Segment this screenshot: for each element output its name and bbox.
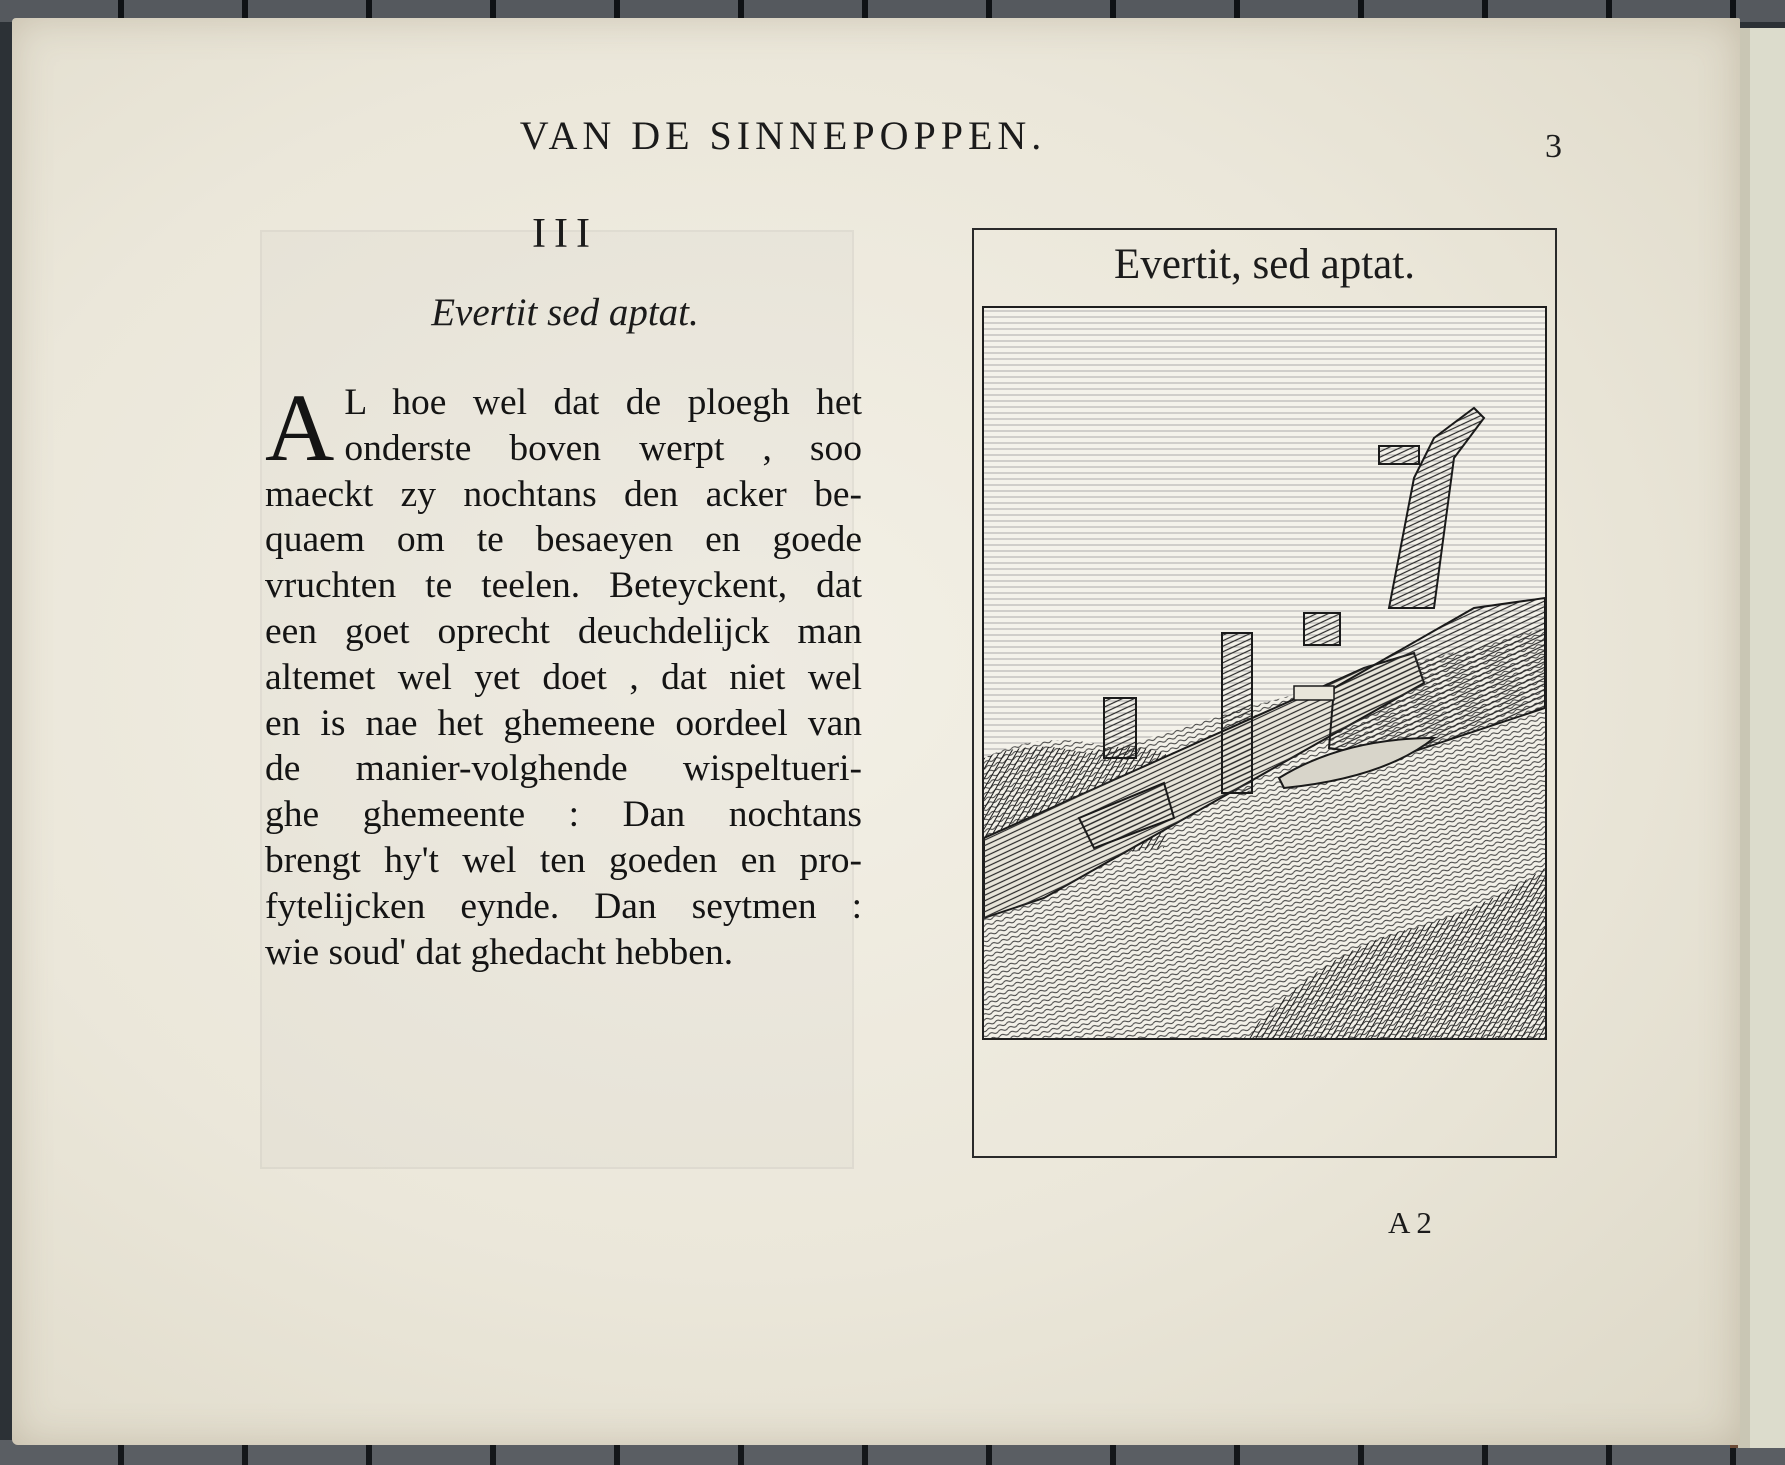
commentary-line: quaem om te besaeyen en goede bbox=[265, 519, 862, 561]
drop-cap: A bbox=[265, 374, 335, 481]
commentary-line: maeckt zy nochtans den acker be- bbox=[265, 473, 862, 515]
page-number: 3 bbox=[1545, 128, 1562, 165]
emblem-numeral: III bbox=[532, 211, 598, 257]
emblem-motto-left: Evertit sed aptat. bbox=[431, 291, 699, 334]
beam-wedge bbox=[1104, 698, 1136, 758]
commentary-lines bbox=[265, 374, 862, 975]
beam-post bbox=[1222, 633, 1252, 793]
running-title: VAN DE SINNEPOPPEN. bbox=[519, 113, 1047, 158]
beam-block bbox=[1304, 613, 1340, 645]
commentary-line: vruchten te teelen. Beteyckent, dat bbox=[265, 565, 862, 607]
commentary-line: fytelijcken eynde. Dan seytmen : bbox=[265, 885, 862, 927]
commentary-line: en is nae het ghemeene oordeel van bbox=[265, 702, 862, 744]
emblem-motto-right: Evertit, sed aptat. bbox=[1114, 241, 1415, 288]
commentary-line: altemet wel yet doet , dat niet wel bbox=[265, 656, 862, 698]
plough-engraving-icon bbox=[982, 306, 1547, 1040]
handle-peg bbox=[1379, 446, 1419, 464]
signature-mark: A 2 bbox=[1388, 1205, 1432, 1240]
commentary-line: ghe ghemeente : Dan nochtans bbox=[265, 794, 862, 836]
commentary-line: wie soud' dat ghedacht hebben. bbox=[265, 931, 734, 973]
beam-pin bbox=[1294, 686, 1334, 700]
commentary-line: L hoe wel dat de ploegh het bbox=[344, 382, 862, 423]
emblem-commentary bbox=[265, 374, 862, 975]
commentary-line: onderste boven werpt , soo bbox=[344, 427, 862, 469]
commentary-line: de manier-volghende wispeltueri- bbox=[265, 748, 862, 790]
engraving-svg bbox=[984, 308, 1545, 1038]
commentary-line: brengt hy't wel ten goeden en pro- bbox=[265, 839, 862, 881]
commentary-line: een goet oprecht deuchdelijck man bbox=[265, 610, 862, 652]
